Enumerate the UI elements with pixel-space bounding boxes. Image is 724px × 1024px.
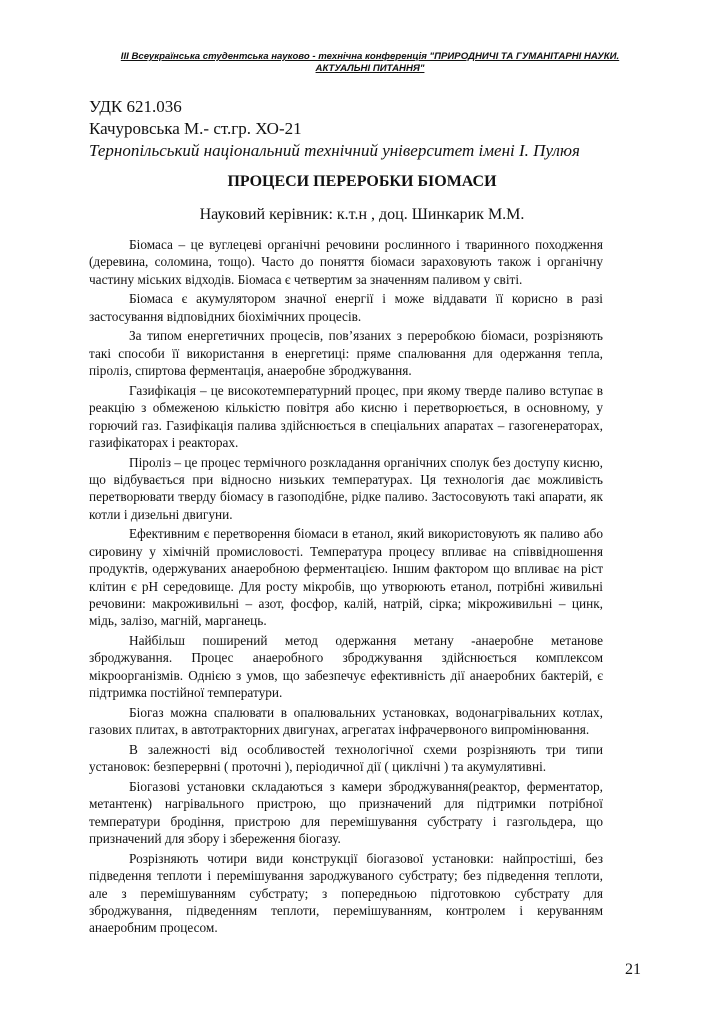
article-body [89,236,603,939]
paragraph: Біомаса є акумулятором значної енергії і може віддавати її корисно в разі застосування відповідних біохімічних процесів. [89,291,603,324]
paragraph: Піроліз – це процес термічного розкладання органічних сполук без доступу кисню, що відбувається при відносно низьких температурах. Ця технологія дає можливість перетворювати тверду біомасу в газоподібне, рідке паливо. Застосовують такі апарати, як котли і дизельні двигуни. [89,454,603,522]
paragraph: Ефективним є перетворення біомаси в етанол, який використовують як паливо або сировину у хімічній промисловості. Температура процесу впливає на співвідношення продуктів, одержуваних анаеробною ферментацією. Іншим фактором що впливає на ріст клітин є pH середовище. Для росту мікробів, що утворюють етанол, потрібні живильні речовини: макроживильні – азот, фосфор, калій, натрій, сірка; мікроживильні – цинк, мідь, залізо, магній, марганець. [89,526,603,629]
paragraph: В залежності від особливостей технологічної схеми розрізняють три типи установок: безперервні ( проточні ), періодичної дії ( циклічні ) та акумулятивні. [89,741,603,775]
paragraph: Розрізняють чотири види конструкції біогазової установки: найпростіші, без підведення теплоти і перемішування зароджуваного субстрату; без підведення теплоти, але з перемішуванням субстрату; з попередньою підготовкою субстрату для зброджування, підведенням теплоти, перемішуванням, контролем і керуванням анаеробним процесом. [89,850,603,936]
paragraph: Газифікація – це високотемпературний процес, при якому тверде паливо вступає в реакцію з обмеженою кількістю повітря або кисню і перетворюється, в основному, у горючий газ. Газифікація палива здійснюється в спеціальних апаратах – газогенераторах, газифікаторах і реакторах. [89,382,603,451]
paragraph: Біомаса – це вуглецеві органічні речовини рослинного і тваринного походження (деревина, соломина, тощо). Часто до поняття біомаси зараховують також і органічну частину міських відходів. Біомаса є четвертим за значенням паливом у світі. [89,237,603,287]
affiliation: Тернопільський національний технічний університет імені І. Пулюя [89,141,580,160]
running-header [90,51,650,75]
author-line: Качуровська М.- ст.гр. ХО-21 [89,119,302,138]
article-meta [89,96,649,162]
running-header-line-2: АКТУАЛЬНІ ПИТАННЯ" [315,63,425,74]
running-header-line-1: III Всеукраїнська студентська науково - технічна конференція "ПРИРОДНИЧІ ТА ГУМАНІТАРНІ НАУКИ. [120,51,620,62]
udc-code: УДК 621.036 [89,97,182,116]
paragraph: Біогаз можна спалювати в опалювальних установках, водонагрівальних котлах, газових плитах, в автотракторних двигунах, агрегатах інфрачервоного випромінювання. [89,704,603,738]
page-number: 21 [625,961,641,978]
supervisor-line: Науковий керівник: к.т.н , доц. Шинкарик М.М. [199,206,525,223]
paragraph: За типом енергетичних процесів, пов’язаних з переробкою біомаси, розрізняють такі способи її використання в енергетиці: пряме спалювання для одержання тепла, піроліз, спиртова ферментація, анаеробне зброджування. [89,328,603,379]
paragraph: Найбільш поширений метод одержання метану -анаеробне метанове зброджування. Процес анаеробного зброджування здійснюється комплексом мікроорганізмів. Однією з умов, що забезпечує ефективність дії анаеробних бактерій, є підтримка постійної температури. [89,633,603,701]
paragraph: Біогазові установки складаються з камери зброджування(реактор, ферментатор, метантенк) нагрівального пристрою, що призначений для підтримки потрібної температури бродіння, пристрою для перемішування субстрату і газгольдера, що призначений для збору і збереження біогазу. [89,778,603,847]
article-title: ПРОЦЕСИ ПЕРЕРОБКИ БІОМАСИ [227,173,497,190]
